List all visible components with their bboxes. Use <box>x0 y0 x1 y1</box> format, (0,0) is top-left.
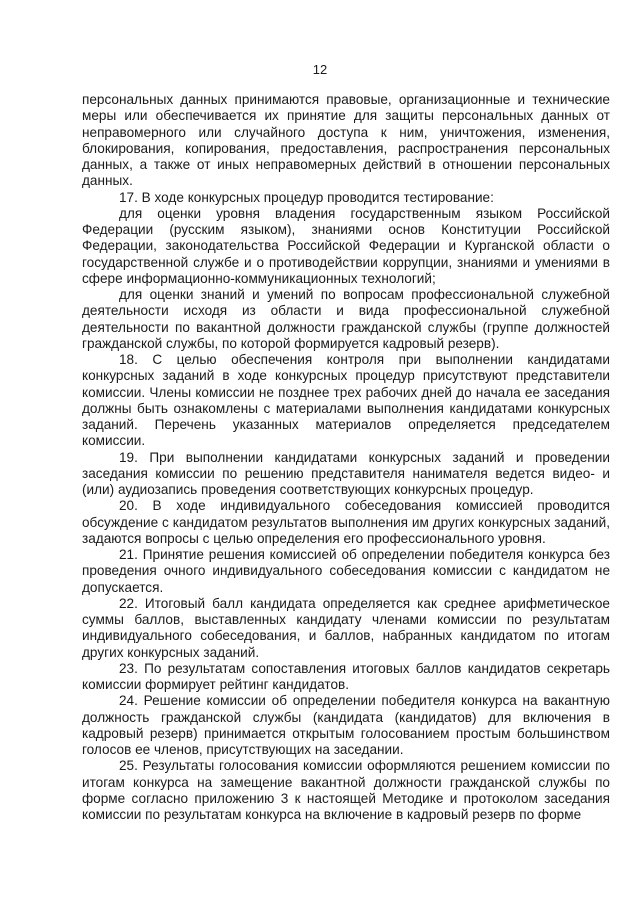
page-number: 12 <box>312 62 328 77</box>
paragraph-19: 19. При выполнении кандидатами конкурсных заданий и проведении заседания комиссии по решению представителя нанимателя ведется видео- и (или) аудиозапись проведения соответствующих конкурсных процедур. <box>82 449 610 497</box>
paragraph-24: 24. Решение комиссии об определении победителя конкурса на вакантную должность гражданской службы (кандидата (кандидатов) для включения в кадровый резерв) принимается открытым голосованием простым большинством голосов ее членов, присутствующих на заседании. <box>82 693 610 757</box>
paragraph-17: 17. В ходе конкурсных процедур проводится тестирование: <box>119 189 494 205</box>
paragraph-23: 23. По результатам сопоставления итоговых баллов кандидатов секретарь комиссии формирует рейтинг кандидатов. <box>82 660 610 692</box>
paragraph-17-item-language: для оценки уровня владения государственным языком Российской Федерации (русским языком), знаниями основ Конституции Российской Федерации, законодательства Российской Федерации и Курганской области о государственной службе и о противодействии коррупции, знаниями и умениями в сфере информационно-коммуникационных технологий; <box>82 205 610 286</box>
paragraph-22: 22. Итоговый балл кандидата определяется как среднее арифметическое суммы баллов, выставленных кандидату членами комиссии по результатам индивидуального собеседования, и баллов, набранных кандидатом по итогам других конкурсных заданий. <box>82 595 610 660</box>
document-body <box>82 92 610 823</box>
paragraph-21: 21. Принятие решения комиссией об определении победителя конкурса без проведения очного индивидуального собеседования комиссии с кандидатом не допускается. <box>82 547 610 595</box>
paragraph-18: 18. С целью обеспечения контроля при выполнении кандидатами конкурсных заданий в ходе конкурсных процедур присутствуют представители комиссии. Члены комиссии не позднее трех рабочих дней до начала ее заседания должны быть ознакомлены с материалами выполнения кандидатами конкурсных заданий. Перечень указанных материалов определяется председателем комиссии. <box>82 352 610 449</box>
paragraph-25: 25. Результаты голосования комиссии оформляются решением комиссии по итогам конкурса на замещение вакантной должности гражданской службы по форме согласно приложению 3 к настоящей Методике и протоколом заседания комиссии по результатам конкурса на включение в кадровый резерв по форме <box>82 758 610 822</box>
paragraph-17-item-professional: для оценки знаний и умений по вопросам профессиональной служебной деятельности исходя из области и вида профессиональной служебной деятельности по вакантной должности гражданской службы (группе должностей гражданской службы, по которой формируется кадровый резерв). <box>82 287 610 351</box>
paragraph-20: 20. В ходе индивидуального собеседования комиссией проводится обсуждение с кандидатом результатов выполнения им других конкурсных заданий, задаются вопросы с целью определения его профессионального уровня. <box>82 498 610 546</box>
paragraph-continuation-personal-data: персональных данных принимаются правовые, организационные и технические меры или обеспечивается их принятие для защиты персональных данных от неправомерного или случайного доступа к ним, уничтожения, изменения, блокирования, копирования, предоставления, распространения персональных данных, а также от иных неправомерных действий в отношении персональных данных. <box>82 92 610 189</box>
